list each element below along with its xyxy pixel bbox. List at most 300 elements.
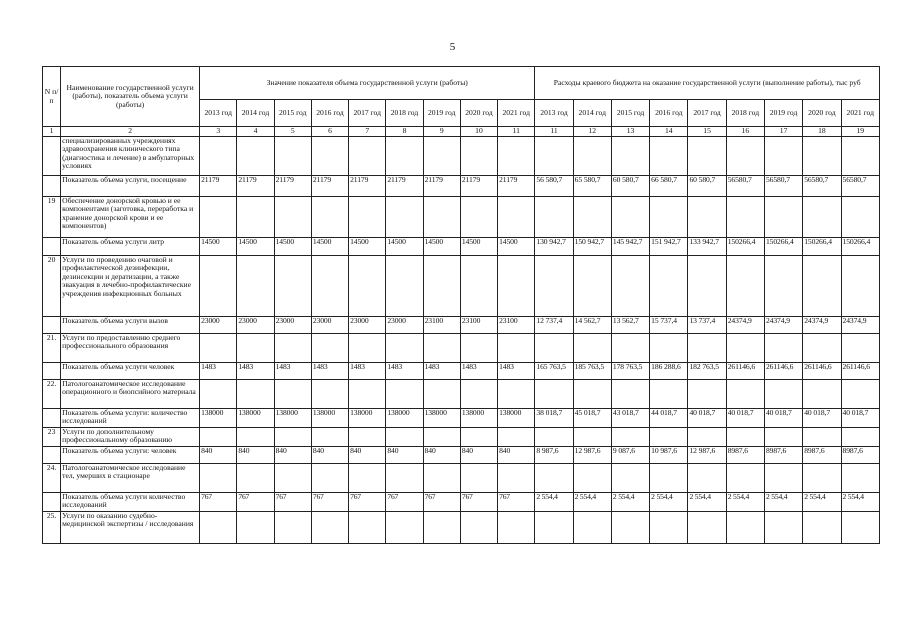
indicator-name: Показатель объема услуги литр [61,238,200,256]
volume-cell: 14500 [237,238,274,256]
volume-cell [386,428,423,447]
volume-cell [274,137,311,176]
volume-cell: 840 [386,447,423,464]
column-number: 12 [573,127,611,137]
volume-cell [200,512,237,544]
budget-cell [688,137,726,176]
volume-cell: 138000 [274,409,311,428]
budget-cell: 2 554,4 [688,493,726,512]
budget-cell: 165 763,5 [535,363,573,380]
budget-cell [573,512,611,544]
service-name: Патологоанатомическое исследование тел, умерших в стационаре [61,464,200,493]
volume-cell [460,380,497,409]
volume-cell: 840 [498,447,535,464]
budget-cell: 151 942,7 [650,238,688,256]
volume-cell [423,380,460,409]
year-header-budget: 2016 год [650,100,688,127]
service-name: Услуги по предоставлению среднего профессионального образования [61,334,200,363]
volume-cell: 840 [200,447,237,464]
budget-cell [764,137,802,176]
year-header-volume: 2019 год [423,100,460,127]
column-number: 8 [386,127,423,137]
budget-cell [803,256,841,317]
budget-cell [573,256,611,317]
volume-cell [386,512,423,544]
year-header-budget: 2020 год [803,100,841,127]
volume-cell: 21179 [460,176,497,197]
volume-cell: 1483 [349,363,386,380]
budget-cell: 40 018,7 [688,409,726,428]
volume-cell [423,256,460,317]
service-title-row [43,428,880,447]
volume-cell: 23100 [498,317,535,334]
page-number: 5 [449,41,456,53]
budget-cell [841,197,880,238]
budget-cell [726,428,764,447]
volume-cell [311,512,348,544]
volume-cell: 840 [423,447,460,464]
budget-cell: 44 018,7 [650,409,688,428]
volume-cell: 23100 [423,317,460,334]
budget-cell: 150266,4 [764,238,802,256]
volume-cell [498,512,535,544]
indicator-name: Показатель объема услуги человек [61,363,200,380]
volume-cell [386,197,423,238]
volume-cell [311,256,348,317]
volume-cell: 21179 [311,176,348,197]
year-header-volume: 2018 год [386,100,423,127]
volume-cell [237,137,274,176]
budget-cell: 2 554,4 [650,493,688,512]
budget-cell: 2 554,4 [841,493,880,512]
volume-cell [237,428,274,447]
volume-cell: 840 [237,447,274,464]
budget-cell [841,464,880,493]
volume-cell [460,256,497,317]
row-number: 24. [43,464,61,493]
budget-cell [535,256,573,317]
budget-cell [803,137,841,176]
service-title-row [43,464,880,493]
volume-cell [274,197,311,238]
budget-cell: 38 018,7 [535,409,573,428]
volume-cell [200,334,237,363]
budget-cell [764,428,802,447]
budget-cell: 12 987,6 [688,447,726,464]
column-number: 13 [611,127,649,137]
volume-cell: 138000 [423,409,460,428]
budget-cell: 14 562,7 [573,317,611,334]
volume-cell [349,464,386,493]
row-number [43,137,61,176]
volume-cell: 767 [311,493,348,512]
column-number: 5 [274,127,311,137]
budget-cell: 261146,6 [841,363,880,380]
budget-cell: 66 580,7 [650,176,688,197]
indicator-row [43,493,880,512]
budget-cell [764,197,802,238]
budget-cell: 2 554,4 [803,493,841,512]
budget-cell [841,334,880,363]
volume-cell: 14500 [498,238,535,256]
budget-cell: 40 018,7 [764,409,802,428]
budget-cell [650,256,688,317]
volume-cell [349,197,386,238]
budget-cell: 2 554,4 [726,493,764,512]
volume-cell [386,464,423,493]
volume-cell: 1483 [460,363,497,380]
volume-cell: 767 [200,493,237,512]
volume-cell [311,334,348,363]
column-number: 11 [535,127,573,137]
volume-cell [274,380,311,409]
budget-cell [764,512,802,544]
volume-cell [349,380,386,409]
service-name: Услуги по дополнительному профессиональному образованию [61,428,200,447]
volume-cell: 138000 [311,409,348,428]
header-volume-group: Значение показателя объема государственной услуги (работы) [200,67,535,100]
indicator-row [43,409,880,428]
year-header-volume: 2016 год [311,100,348,127]
volume-cell [349,137,386,176]
budget-cell: 8987,6 [726,447,764,464]
budget-cell: 60 580,7 [688,176,726,197]
volume-cell [460,512,497,544]
budget-cell: 43 018,7 [611,409,649,428]
budget-cell [841,137,880,176]
volume-cell [349,428,386,447]
budget-cell: 150266,4 [841,238,880,256]
indicator-name: Показатель объема услуги, посещение [61,176,200,197]
volume-cell: 21179 [498,176,535,197]
volume-cell: 21179 [274,176,311,197]
volume-cell [200,428,237,447]
volume-cell [237,256,274,317]
year-header-volume: 2017 год [349,100,386,127]
volume-cell [237,512,274,544]
budget-cell [688,197,726,238]
volume-cell [311,380,348,409]
budget-cell [803,197,841,238]
volume-cell: 14500 [386,238,423,256]
row-number: 25. [43,512,61,544]
budget-cell [803,464,841,493]
volume-cell: 14500 [274,238,311,256]
volume-cell [498,197,535,238]
volume-cell [498,380,535,409]
volume-cell [349,512,386,544]
service-title-row [43,334,880,363]
column-number: 15 [688,127,726,137]
volume-cell [460,137,497,176]
budget-cell [688,464,726,493]
volume-cell: 1483 [274,363,311,380]
budget-cell [573,334,611,363]
budget-cell: 261146,6 [764,363,802,380]
budget-cell [611,428,649,447]
volume-cell [274,512,311,544]
volume-cell [274,334,311,363]
column-number: 3 [200,127,237,137]
header-name: Наименование государственной услуги (работы), показатель объема услуги (работы) [61,67,200,127]
column-number: 2 [61,127,200,137]
budget-cell: 186 288,6 [650,363,688,380]
indicator-row [43,447,880,464]
volume-cell [386,380,423,409]
budget-cell [650,428,688,447]
volume-cell: 14500 [200,238,237,256]
volume-cell [200,137,237,176]
budget-cell [650,464,688,493]
budget-cell [726,334,764,363]
service-title-row [43,380,880,409]
service-name: Патологоанатомическое исследование операционного и биопсийного материала [61,380,200,409]
budget-cell [803,334,841,363]
budget-cell [726,256,764,317]
budget-cell [764,464,802,493]
column-number: 19 [841,127,880,137]
budget-cell [841,256,880,317]
volume-cell [311,197,348,238]
volume-cell [423,197,460,238]
volume-cell [274,464,311,493]
volume-cell [200,256,237,317]
budget-cell: 40 018,7 [726,409,764,428]
year-header-volume: 2015 год [274,100,311,127]
budget-cell [611,256,649,317]
budget-cell: 13 737,4 [688,317,726,334]
volume-cell [200,464,237,493]
volume-cell: 1483 [386,363,423,380]
volume-cell [349,334,386,363]
volume-cell: 840 [349,447,386,464]
volume-cell [423,512,460,544]
budget-cell: 185 763,5 [573,363,611,380]
budget-cell: 10 987,6 [650,447,688,464]
volume-cell [237,464,274,493]
column-number: 17 [764,127,802,137]
budget-cell: 56 580,7 [535,176,573,197]
budget-cell: 56580,7 [764,176,802,197]
row-number: 23 [43,428,61,447]
budget-cell [573,464,611,493]
volume-cell: 21179 [237,176,274,197]
indicator-row [43,238,880,256]
budget-cell: 13 562,7 [611,317,649,334]
volume-cell: 14500 [460,238,497,256]
budget-cell: 261146,6 [726,363,764,380]
budget-cell [535,464,573,493]
column-number: 9 [423,127,460,137]
volume-cell: 23000 [386,317,423,334]
row-number: 20 [43,256,61,317]
budget-cell [688,380,726,409]
service-name: Услуги по оказанию судебно-медицинской экспертизы / исследования [61,512,200,544]
volume-cell: 138000 [460,409,497,428]
volume-cell [349,256,386,317]
volume-cell [274,256,311,317]
volume-cell: 138000 [237,409,274,428]
volume-cell [423,464,460,493]
row-number [43,176,61,197]
volume-cell: 23000 [200,317,237,334]
volume-cell: 1483 [498,363,535,380]
row-number [43,238,61,256]
budget-cell: 12 737,4 [535,317,573,334]
year-header-budget: 2017 год [688,100,726,127]
budget-cell: 150266,4 [726,238,764,256]
volume-cell: 767 [423,493,460,512]
volume-cell: 1483 [200,363,237,380]
budget-cell [535,380,573,409]
budget-cell [688,428,726,447]
budget-cell: 24374,9 [803,317,841,334]
volume-cell [460,334,497,363]
budget-cell: 24374,9 [841,317,880,334]
volume-cell [460,464,497,493]
volume-cell [498,428,535,447]
budget-cell [764,256,802,317]
year-header-volume: 2021 год [498,100,535,127]
volume-cell: 138000 [200,409,237,428]
budget-cell [764,334,802,363]
indicator-name: Показатель объема услуги количество исследований [61,493,200,512]
budget-cell: 150 942,7 [573,238,611,256]
row-number [43,493,61,512]
column-number: 10 [460,127,497,137]
volume-cell [237,334,274,363]
budget-cell: 182 763,5 [688,363,726,380]
budget-cell [573,137,611,176]
row-number [43,409,61,428]
budget-cell [573,197,611,238]
budget-cell: 2 554,4 [535,493,573,512]
budget-cell [611,334,649,363]
budget-cell [611,464,649,493]
volume-cell: 21179 [200,176,237,197]
budget-cell [650,197,688,238]
header-budget-group: Расходы краевого бюджета на оказание государственной услуги (выполнение работы), тыс руб [535,67,880,100]
budget-cell: 24374,9 [764,317,802,334]
budget-cell [535,512,573,544]
indicator-name: Показатель объема услуги: количество исследований [61,409,200,428]
budget-cell: 145 942,7 [611,238,649,256]
indicator-row [43,363,880,380]
volume-cell: 23000 [311,317,348,334]
volume-cell [460,197,497,238]
budget-cell [611,380,649,409]
budget-cell: 9 087,6 [611,447,649,464]
service-name: Услуги по проведению очаговой и профилактической дезинфекции, дезинсекции и дератизации, а также эвакуация в лечебно-профилактические учреждения инфекционных больных [61,256,200,317]
budget-cell [611,137,649,176]
budget-cell [803,512,841,544]
budget-cell: 2 554,4 [573,493,611,512]
volume-cell [423,137,460,176]
volume-cell: 138000 [498,409,535,428]
budget-cell: 56580,7 [803,176,841,197]
volume-cell: 767 [274,493,311,512]
year-header-budget: 2013 год [535,100,573,127]
volume-cell: 23100 [460,317,497,334]
budget-cell: 40 018,7 [841,409,880,428]
year-header-budget: 2019 год [764,100,802,127]
budget-cell: 8987,6 [764,447,802,464]
budget-cell [611,197,649,238]
budget-cell [573,428,611,447]
budget-cell: 56580,7 [726,176,764,197]
budget-cell [535,428,573,447]
volume-cell [311,464,348,493]
budget-cell: 8987,6 [841,447,880,464]
service-title-row [43,512,880,544]
budget-cell [726,464,764,493]
service-title-row [43,197,880,238]
year-header-volume: 2013 год [200,100,237,127]
budget-cell [650,512,688,544]
volume-cell: 840 [274,447,311,464]
volume-cell [460,428,497,447]
budget-cell: 2 554,4 [764,493,802,512]
budget-cell [535,137,573,176]
volume-cell: 767 [349,493,386,512]
budget-cell [841,428,880,447]
volume-cell: 840 [460,447,497,464]
indicator-name: Показатель объема услуги вызов [61,317,200,334]
volume-cell [498,334,535,363]
budget-cell: 2 554,4 [611,493,649,512]
column-number: 6 [311,127,348,137]
volume-cell [311,137,348,176]
budget-cell [764,380,802,409]
budget-cell [688,256,726,317]
budget-cell: 130 942,7 [535,238,573,256]
budget-cell: 261146,6 [803,363,841,380]
volume-cell: 138000 [386,409,423,428]
volume-cell: 840 [311,447,348,464]
volume-cell: 1483 [423,363,460,380]
volume-cell: 14500 [349,238,386,256]
volume-cell: 14500 [311,238,348,256]
volume-cell: 767 [386,493,423,512]
budget-cell: 45 018,7 [573,409,611,428]
volume-cell [498,464,535,493]
budget-cell: 12 987,6 [573,447,611,464]
column-number: 16 [726,127,764,137]
service-title-row [43,137,880,176]
year-header-budget: 2018 год [726,100,764,127]
budget-cell: 8 987,6 [535,447,573,464]
volume-cell [274,428,311,447]
indicator-row [43,317,880,334]
budget-cell: 150266,4 [803,238,841,256]
year-header-volume: 2020 год [460,100,497,127]
service-title-row [43,256,880,317]
budget-cell [726,197,764,238]
budget-cell [688,334,726,363]
budget-cell: 8987,6 [803,447,841,464]
budget-cell: 60 580,7 [611,176,649,197]
budget-cell: 40 018,7 [803,409,841,428]
budget-cell [535,197,573,238]
volume-cell: 23000 [274,317,311,334]
row-number: 22. [43,380,61,409]
volume-cell: 21179 [349,176,386,197]
volume-cell [237,197,274,238]
budget-table [42,66,880,544]
volume-cell: 138000 [349,409,386,428]
service-name: специализированных учреждениях здравоохранения клинического типа (диагностика и лечение) в амбулаторных условиях [61,137,200,176]
volume-cell [200,197,237,238]
